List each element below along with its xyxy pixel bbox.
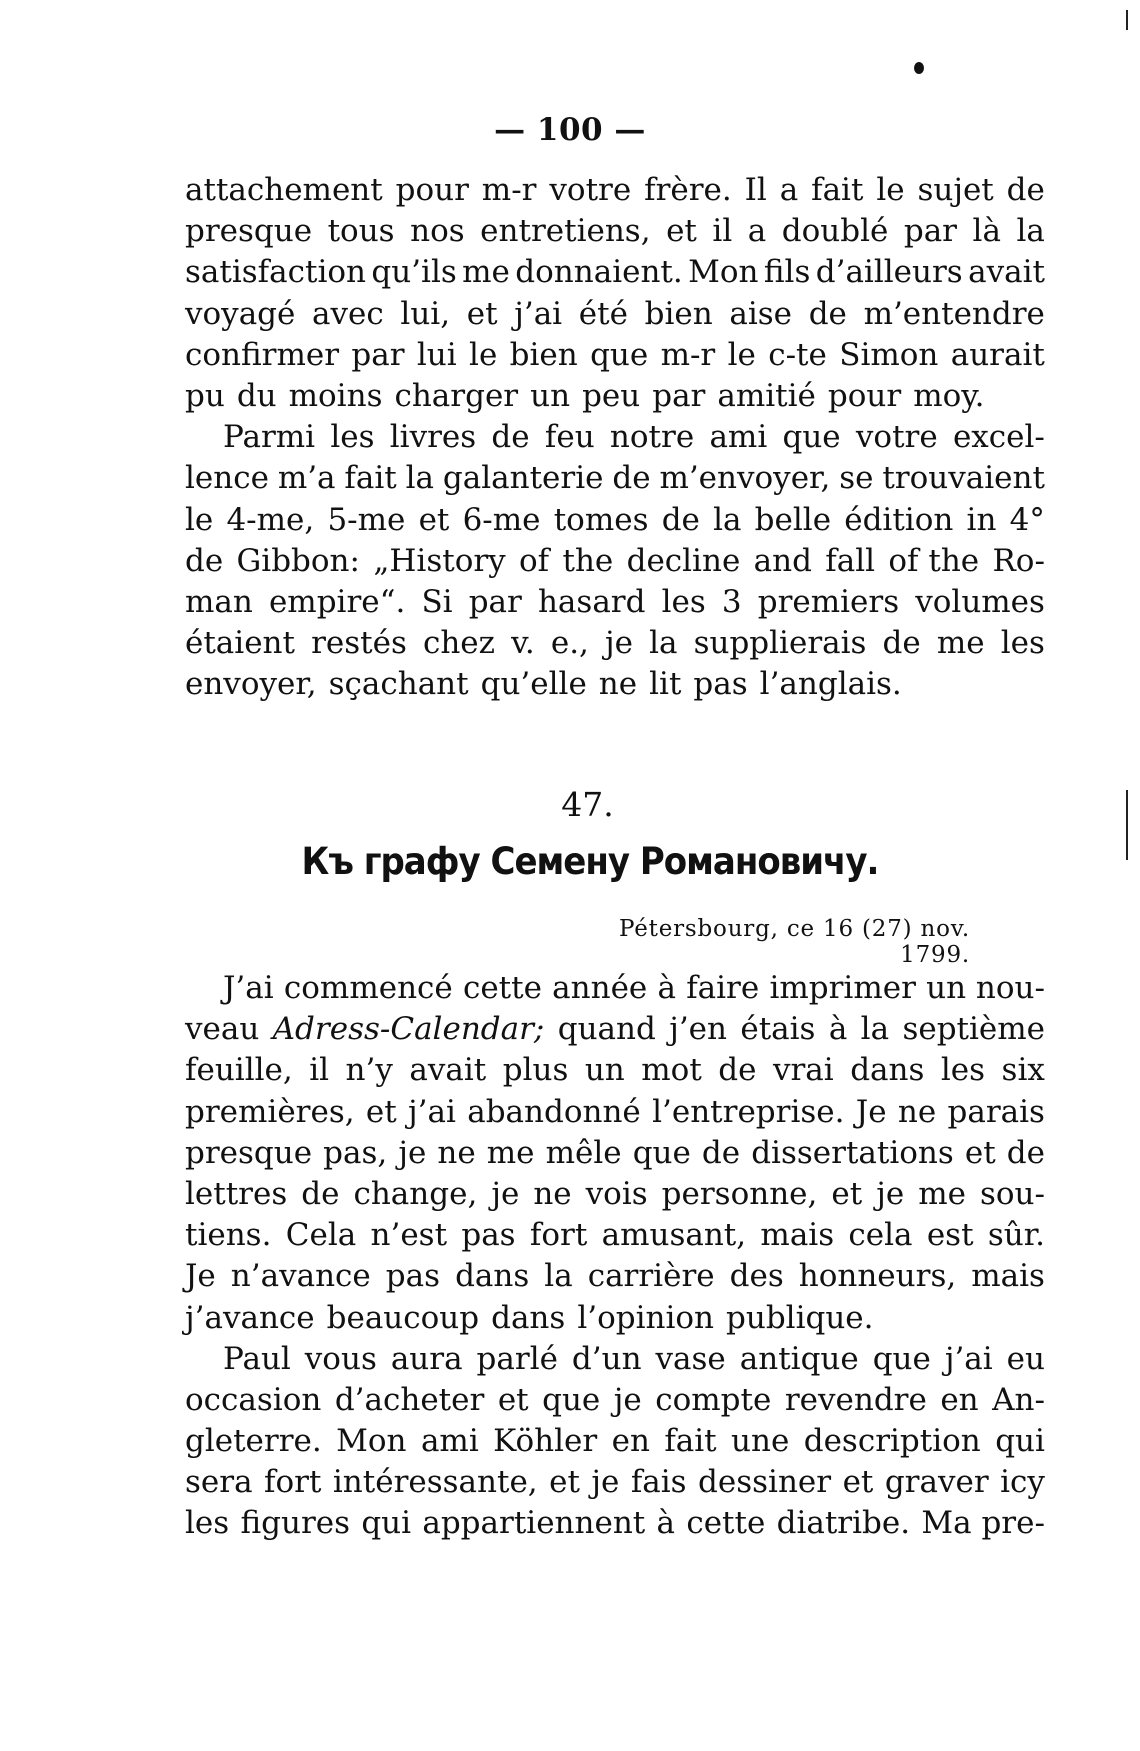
word: m-r bbox=[660, 336, 716, 373]
text-line bbox=[185, 294, 1045, 335]
word: antique bbox=[739, 1340, 859, 1377]
word: tomes bbox=[553, 501, 649, 538]
word: année bbox=[552, 970, 648, 1006]
word: compte bbox=[655, 1381, 772, 1418]
word: votre bbox=[549, 172, 632, 208]
word: l’opinion bbox=[577, 1299, 715, 1336]
page-number: — 100 — bbox=[494, 112, 646, 148]
word: je bbox=[605, 625, 633, 662]
word: sou- bbox=[979, 1175, 1045, 1212]
word: aura bbox=[390, 1340, 463, 1377]
word: en bbox=[940, 1381, 979, 1418]
word: 5-me bbox=[327, 501, 406, 538]
word: lit bbox=[649, 666, 682, 703]
word: dans bbox=[455, 1258, 530, 1295]
text-line bbox=[185, 376, 1045, 417]
word: de bbox=[612, 460, 651, 497]
word: cette bbox=[686, 1505, 766, 1542]
word: donnaient. bbox=[515, 254, 683, 291]
word: je bbox=[876, 1175, 905, 1212]
word: amusant, bbox=[601, 1217, 747, 1254]
word: presque bbox=[185, 1134, 313, 1171]
word: mot bbox=[641, 1052, 702, 1089]
word: plus bbox=[502, 1052, 569, 1089]
word: de bbox=[301, 1175, 340, 1212]
word: je bbox=[491, 1175, 520, 1212]
text-line bbox=[185, 1298, 1045, 1339]
word: m’envoyer, bbox=[659, 460, 831, 497]
word: pour bbox=[827, 377, 902, 414]
word: peu bbox=[582, 377, 641, 414]
word: nos bbox=[410, 213, 465, 250]
word: Je bbox=[855, 1093, 887, 1130]
word: supplierais bbox=[693, 625, 867, 662]
body-text-block-1 bbox=[185, 170, 1045, 705]
word: de bbox=[718, 1052, 757, 1089]
word: à bbox=[656, 1505, 676, 1542]
text-line bbox=[185, 1462, 1045, 1503]
word: me bbox=[486, 1134, 535, 1171]
word: dans bbox=[491, 1299, 566, 1336]
word: je bbox=[591, 1464, 620, 1501]
word: d’acheter bbox=[334, 1381, 485, 1418]
word: honneurs, bbox=[798, 1258, 957, 1295]
word: Ma pre- bbox=[921, 1505, 1045, 1542]
word: étais bbox=[740, 1011, 816, 1048]
word: Mon bbox=[336, 1423, 407, 1460]
word: beaucoup bbox=[326, 1299, 480, 1336]
word: entretiens, bbox=[480, 213, 651, 250]
word: la bbox=[860, 1011, 890, 1048]
word: les bbox=[940, 1052, 986, 1089]
word bbox=[273, 1009, 545, 1050]
word: lettres bbox=[185, 1175, 288, 1212]
word: man bbox=[185, 583, 253, 620]
word: „History bbox=[373, 542, 506, 579]
word: Parmi bbox=[223, 419, 316, 456]
word: la bbox=[405, 460, 435, 497]
word: été bbox=[578, 295, 628, 332]
word: que bbox=[590, 336, 649, 373]
word: l’entreprise. bbox=[652, 1093, 845, 1130]
word: avait bbox=[968, 254, 1045, 291]
word: c-te bbox=[768, 336, 827, 373]
word: me bbox=[462, 254, 510, 291]
word: je bbox=[398, 1134, 427, 1171]
word: avait bbox=[409, 1052, 487, 1089]
word: An- bbox=[992, 1381, 1045, 1418]
word: un nou- bbox=[926, 970, 1045, 1006]
word: Si bbox=[421, 583, 453, 620]
word: de bbox=[661, 501, 700, 538]
word: J’ai bbox=[223, 970, 274, 1006]
word: vois bbox=[585, 1175, 648, 1212]
word: et bbox=[466, 295, 498, 332]
word: n’y bbox=[345, 1052, 393, 1089]
word: 4-me, bbox=[226, 501, 315, 538]
word: l’anglais. bbox=[759, 666, 902, 703]
word: fait bbox=[344, 460, 397, 497]
text-line bbox=[185, 458, 1045, 499]
word: doublé bbox=[781, 213, 889, 250]
word: commencé bbox=[283, 970, 453, 1006]
word: fall bbox=[825, 542, 876, 579]
word: imprimer bbox=[769, 970, 916, 1006]
text-line bbox=[185, 968, 1045, 1009]
word: revendre bbox=[784, 1381, 927, 1418]
word: pas bbox=[385, 1258, 441, 1295]
word: d’un bbox=[571, 1340, 642, 1377]
word: belle bbox=[754, 501, 832, 538]
word: que bbox=[542, 1381, 601, 1418]
word: de bbox=[808, 295, 847, 332]
word: et bbox=[497, 1381, 529, 1418]
word: la bbox=[544, 1258, 573, 1295]
word: excel- bbox=[952, 419, 1045, 456]
word: j’avance bbox=[185, 1299, 315, 1336]
letter-date: Pétersbourg, ce 16 (27) nov. 1799. bbox=[619, 916, 970, 968]
word: et bbox=[842, 1464, 874, 1501]
word: avec bbox=[312, 295, 384, 332]
word: et bbox=[365, 1093, 397, 1130]
word: de bbox=[185, 542, 224, 579]
word: votre bbox=[855, 419, 938, 456]
word: eu bbox=[1006, 1340, 1045, 1377]
word: carrière bbox=[587, 1258, 715, 1295]
word: là bbox=[972, 213, 1001, 250]
word: charger bbox=[394, 377, 519, 414]
word: Je bbox=[185, 1258, 216, 1295]
word: figures bbox=[240, 1505, 351, 1542]
word: feuille, bbox=[185, 1052, 293, 1089]
word: et bbox=[964, 1134, 996, 1171]
word: hasard bbox=[537, 583, 646, 620]
ink-blot bbox=[914, 62, 924, 74]
text-line bbox=[185, 541, 1045, 582]
word: ne bbox=[533, 1175, 572, 1212]
word: de bbox=[882, 625, 921, 662]
word: presque bbox=[185, 213, 313, 250]
word: Gibbon: bbox=[236, 542, 360, 579]
word: diatribe. bbox=[776, 1505, 911, 1542]
word: tiens. bbox=[185, 1217, 272, 1254]
word: a bbox=[747, 213, 767, 250]
word: bien bbox=[644, 295, 713, 332]
word: feu bbox=[544, 419, 595, 456]
word: lui bbox=[416, 336, 457, 373]
word: dissertations bbox=[751, 1134, 954, 1171]
word: moins bbox=[288, 377, 383, 414]
word: bien bbox=[509, 336, 578, 373]
word: 4° bbox=[1009, 501, 1045, 538]
word: parlé bbox=[476, 1340, 558, 1377]
word: par bbox=[468, 583, 522, 620]
word: un bbox=[530, 377, 571, 414]
word: chez bbox=[422, 625, 495, 662]
word: satisfaction bbox=[185, 254, 366, 291]
word: dessiner bbox=[698, 1464, 832, 1501]
text-line bbox=[185, 211, 1045, 252]
word: description bbox=[803, 1423, 981, 1460]
word: attachement bbox=[185, 172, 383, 208]
text-line bbox=[185, 170, 1045, 211]
word: de bbox=[491, 419, 530, 456]
word: de bbox=[1006, 172, 1045, 208]
word: les bbox=[661, 583, 706, 620]
word: pour bbox=[395, 172, 469, 208]
word: mais bbox=[760, 1217, 835, 1254]
text-line bbox=[185, 252, 1045, 293]
body-text-block-2 bbox=[185, 968, 1045, 1545]
word: ami bbox=[709, 419, 768, 456]
text-line bbox=[185, 1092, 1045, 1133]
word: que bbox=[872, 1340, 931, 1377]
word: sçachant bbox=[328, 666, 469, 703]
word: ne bbox=[897, 1093, 937, 1130]
word: aise bbox=[729, 295, 793, 332]
word: Ro- bbox=[992, 542, 1045, 579]
word: tous bbox=[327, 213, 395, 250]
word: les bbox=[330, 419, 375, 456]
word: étaient bbox=[185, 625, 295, 662]
word: the bbox=[562, 542, 614, 579]
text-line bbox=[185, 417, 1045, 458]
word: fais bbox=[630, 1464, 687, 1501]
word: notre bbox=[609, 419, 695, 456]
text-line bbox=[185, 1215, 1045, 1256]
word: une bbox=[731, 1423, 790, 1460]
word: d’ailleurs bbox=[815, 254, 963, 291]
word: n’avance bbox=[230, 1258, 371, 1295]
text-line bbox=[185, 500, 1045, 541]
word: six bbox=[1001, 1052, 1045, 1089]
word: faire bbox=[686, 970, 760, 1006]
letter-number: 47. bbox=[561, 785, 614, 824]
text-line bbox=[185, 1339, 1045, 1380]
word: trouvaient bbox=[882, 460, 1045, 497]
text-line bbox=[185, 582, 1045, 623]
word: parais bbox=[947, 1093, 1045, 1130]
word: Il bbox=[744, 172, 767, 208]
word: pas bbox=[693, 666, 748, 703]
word: Mon bbox=[688, 254, 759, 291]
word: les bbox=[185, 1505, 230, 1542]
word: fort bbox=[529, 1217, 588, 1254]
word: la bbox=[649, 625, 678, 662]
word: édition bbox=[844, 501, 954, 538]
word: amitié bbox=[717, 377, 816, 414]
word: restés bbox=[311, 625, 407, 662]
word: j’ai bbox=[408, 1093, 456, 1130]
word: ami bbox=[420, 1423, 479, 1460]
word: mais bbox=[971, 1258, 1045, 1295]
word: change, bbox=[353, 1175, 478, 1212]
text-line bbox=[185, 1133, 1045, 1174]
word: Köhler bbox=[493, 1423, 598, 1460]
word: confirmer bbox=[185, 336, 340, 373]
word: abandonné bbox=[467, 1093, 641, 1130]
word: graver bbox=[884, 1464, 989, 1501]
text-line bbox=[185, 1050, 1045, 1091]
word: decline bbox=[626, 542, 741, 579]
text-line bbox=[185, 1174, 1045, 1215]
word: fait bbox=[811, 172, 864, 208]
word: m’entendre bbox=[863, 295, 1045, 332]
word: de bbox=[1006, 1134, 1045, 1171]
word: m’a bbox=[277, 460, 336, 497]
word: and bbox=[753, 542, 812, 579]
word: à bbox=[828, 1011, 848, 1048]
word: publique. bbox=[726, 1299, 874, 1336]
letter-heading: Къ графу Семену Романовичу. bbox=[301, 840, 879, 884]
word: et bbox=[549, 1464, 580, 1501]
word: et bbox=[418, 501, 450, 538]
word: veau bbox=[185, 1011, 260, 1048]
word: lence bbox=[185, 460, 269, 497]
word: of the bbox=[888, 542, 980, 579]
word: livres bbox=[389, 419, 477, 456]
word: fils bbox=[763, 254, 811, 291]
word: par bbox=[351, 336, 405, 373]
word: 3 bbox=[721, 583, 742, 620]
word: pu bbox=[185, 377, 225, 414]
word: ne bbox=[437, 1134, 476, 1171]
text-line bbox=[185, 1009, 1045, 1050]
text-line bbox=[185, 1380, 1045, 1421]
word: et bbox=[666, 213, 697, 250]
word: et bbox=[831, 1175, 863, 1212]
word: que bbox=[632, 1134, 691, 1171]
word: vous bbox=[304, 1340, 377, 1377]
text-line bbox=[185, 623, 1045, 664]
word: qu’elle bbox=[480, 666, 587, 703]
word: la bbox=[1016, 213, 1045, 250]
word: il bbox=[712, 213, 733, 250]
word: empire“. bbox=[268, 583, 406, 620]
word: du bbox=[236, 377, 277, 414]
word: Cela bbox=[285, 1217, 357, 1254]
word: n’est bbox=[370, 1217, 448, 1254]
word: m-r bbox=[481, 172, 537, 208]
word: volumes bbox=[915, 583, 1045, 620]
word: le bbox=[876, 172, 905, 208]
word: cela bbox=[848, 1217, 913, 1254]
word: par bbox=[652, 377, 706, 414]
text-line bbox=[185, 1256, 1045, 1297]
word: les bbox=[1000, 625, 1045, 662]
word: lui, bbox=[400, 295, 451, 332]
text-line bbox=[185, 335, 1045, 376]
word: vrai bbox=[772, 1052, 834, 1089]
word: pas, bbox=[323, 1134, 388, 1171]
word: a bbox=[779, 172, 799, 208]
word: sujet bbox=[917, 172, 994, 208]
word: quand bbox=[557, 1011, 656, 1048]
word: se bbox=[839, 460, 874, 497]
word: of bbox=[519, 542, 550, 579]
right-edge-line bbox=[1126, 10, 1128, 30]
word: qui bbox=[995, 1423, 1045, 1460]
word: je bbox=[613, 1381, 642, 1418]
text-line bbox=[185, 1421, 1045, 1462]
word: 6-me bbox=[462, 501, 541, 538]
word: un bbox=[584, 1052, 625, 1089]
word: voyagé bbox=[185, 295, 296, 332]
word: me bbox=[936, 625, 985, 662]
word: e., bbox=[550, 625, 589, 662]
word: gleterre. bbox=[185, 1423, 322, 1460]
word: in bbox=[966, 501, 997, 538]
word: de bbox=[701, 1134, 741, 1171]
word: galanterie bbox=[442, 460, 604, 497]
word: Simon bbox=[839, 336, 939, 373]
word: personne, bbox=[661, 1175, 818, 1212]
word: premières, bbox=[185, 1093, 355, 1130]
word: par bbox=[903, 213, 958, 250]
word: Paul bbox=[223, 1340, 291, 1377]
word: sera bbox=[185, 1464, 253, 1501]
word: septième bbox=[902, 1011, 1045, 1048]
word: icy bbox=[1000, 1464, 1045, 1501]
text-line bbox=[185, 1503, 1045, 1544]
word: fait bbox=[664, 1423, 717, 1460]
word: frère. bbox=[644, 172, 732, 208]
word: ne bbox=[598, 666, 638, 703]
word: à bbox=[657, 970, 676, 1006]
word: le bbox=[727, 336, 756, 373]
word: la bbox=[713, 501, 742, 538]
word: occasion bbox=[185, 1381, 322, 1418]
word: appartiennent bbox=[422, 1505, 646, 1542]
word: vase bbox=[655, 1340, 726, 1377]
italic-word: Adress-Calendar; bbox=[272, 1011, 545, 1048]
word: aurait bbox=[950, 336, 1045, 373]
word: qu’ils bbox=[371, 254, 457, 291]
word: il bbox=[309, 1052, 330, 1089]
word: cette bbox=[462, 970, 542, 1006]
word: intéressante, bbox=[332, 1464, 538, 1501]
word: j’ai bbox=[514, 295, 563, 332]
word: qui bbox=[361, 1505, 412, 1542]
word: me bbox=[918, 1175, 966, 1212]
word: premiers bbox=[757, 583, 900, 620]
word: dans bbox=[850, 1052, 925, 1089]
word: sûr. bbox=[987, 1217, 1045, 1254]
word: est bbox=[926, 1217, 974, 1254]
word: mêle bbox=[545, 1134, 622, 1171]
word: en bbox=[611, 1423, 650, 1460]
word: fort bbox=[264, 1464, 322, 1501]
word: pas bbox=[461, 1217, 516, 1254]
word: le bbox=[469, 336, 498, 373]
word: j’ai bbox=[944, 1340, 993, 1377]
word: v. bbox=[511, 625, 535, 662]
word: le bbox=[185, 501, 214, 538]
word: j’en bbox=[669, 1011, 727, 1048]
word: moy. bbox=[913, 377, 985, 414]
word: envoyer, bbox=[185, 666, 317, 703]
text-line bbox=[185, 664, 1045, 705]
word: des bbox=[729, 1258, 784, 1295]
word: que bbox=[782, 419, 841, 456]
